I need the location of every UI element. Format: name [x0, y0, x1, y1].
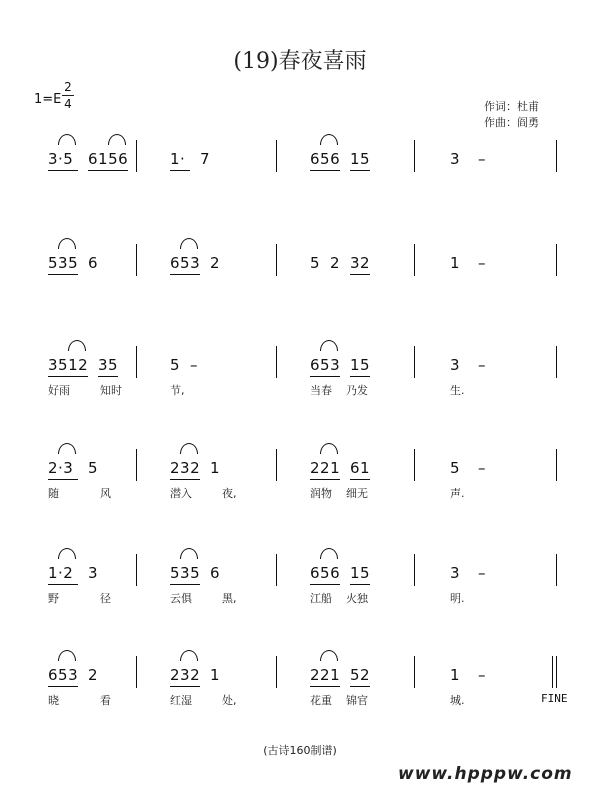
slur-mark [320, 340, 338, 351]
note-group: 15 [350, 150, 371, 168]
lyric-text: 火独 [346, 592, 368, 605]
lyric-text: 当春 [310, 384, 332, 397]
note-group: 3 [88, 564, 99, 582]
bar-line [556, 554, 557, 586]
bar-line [414, 140, 415, 172]
slur-mark [58, 548, 76, 559]
slur-mark [58, 650, 76, 661]
underline-beam [350, 686, 370, 687]
bar-line [136, 346, 137, 378]
note-group: 1 [450, 254, 461, 272]
lyric-text: 明. [450, 592, 465, 605]
note-group: 6 [88, 254, 99, 272]
lyric-text: 处, [222, 694, 237, 707]
underline-beam [170, 170, 190, 171]
slur-mark [58, 443, 76, 454]
slur-mark [68, 340, 86, 351]
underline-beam [310, 584, 340, 585]
lyric-text: 知时 [100, 384, 122, 397]
bar-line [556, 346, 557, 378]
slur-mark [180, 443, 198, 454]
lyric-text: 云俱 [170, 592, 192, 605]
note-group: 653 [48, 666, 79, 684]
note-group: 1 [210, 666, 221, 684]
note-group: 3512 [48, 356, 89, 374]
slur-mark [108, 134, 126, 145]
bar-line [556, 244, 557, 276]
bar-line [414, 244, 415, 276]
slur-mark [58, 134, 76, 145]
note-group: 52 [350, 666, 371, 684]
underline-beam [310, 170, 340, 171]
underline-beam [98, 376, 118, 377]
note-group: 232 [170, 666, 201, 684]
bar-line [276, 140, 277, 172]
key-signature: 1=E [34, 92, 62, 107]
time-signature [62, 80, 74, 111]
note-group: 221 [310, 666, 341, 684]
lyric-text: 晓 [48, 694, 59, 707]
bar-line [556, 140, 557, 172]
note-group: 2 [210, 254, 221, 272]
bar-line [414, 449, 415, 481]
note-group: 3 [450, 150, 461, 168]
bar-line [136, 140, 137, 172]
score-system [0, 656, 600, 736]
note-group: 2·3 [48, 459, 74, 477]
bar-line [276, 554, 277, 586]
note-group: 653 [310, 356, 341, 374]
time-sig-top: 2 [64, 80, 72, 94]
underline-beam [88, 170, 128, 171]
slur-mark [180, 650, 198, 661]
underline-beam [170, 479, 200, 480]
note-group: 5 [170, 356, 181, 374]
lyric-text: 潜入 [170, 487, 192, 500]
note-group: 6 [210, 564, 221, 582]
slur-mark [320, 650, 338, 661]
note-group: 221 [310, 459, 341, 477]
note-group: 7 [200, 150, 211, 168]
bar-line [276, 449, 277, 481]
note-group: 3·5 [48, 150, 74, 168]
note-group: 656 [310, 564, 341, 582]
underline-beam [48, 584, 78, 585]
underline-beam [48, 686, 78, 687]
note-group: 5 [88, 459, 99, 477]
score-system [0, 554, 600, 634]
lyric-text: 随 [48, 487, 59, 500]
lyric-text: 润物 [310, 487, 332, 500]
bar-line [136, 656, 137, 688]
slur-mark [180, 238, 198, 249]
slur-mark [58, 238, 76, 249]
note-group: 1·2 [48, 564, 74, 582]
lyric-text: 江船 [310, 592, 332, 605]
bar-line [136, 449, 137, 481]
lyric-text: 细无 [346, 487, 368, 500]
lyric-text: 生. [450, 384, 465, 397]
bar-line [136, 554, 137, 586]
note-group: – [478, 666, 486, 684]
note-group: 35 [98, 356, 119, 374]
underline-beam [48, 479, 78, 480]
underline-beam [48, 274, 78, 275]
note-group: 3 [450, 564, 461, 582]
bar-line [276, 656, 277, 688]
underline-beam [48, 170, 78, 171]
note-group: 1 [210, 459, 221, 477]
underline-beam [350, 274, 370, 275]
score-system [0, 346, 600, 426]
lyric-text: 节, [170, 384, 185, 397]
note-group: 2 [330, 254, 341, 272]
note-group: 5 [310, 254, 321, 272]
composer-credit: 作曲：阎勇 [484, 116, 539, 129]
bar-line [276, 244, 277, 276]
note-group: – [478, 564, 486, 582]
note-group: – [478, 254, 486, 272]
note-group: 1 [450, 666, 461, 684]
note-group: – [478, 356, 486, 374]
lyric-text: 黑, [222, 592, 237, 605]
underline-beam [310, 686, 340, 687]
lyric-text: 声. [450, 487, 465, 500]
underline-beam [350, 170, 370, 171]
bar-line [414, 554, 415, 586]
note-group: 656 [310, 150, 341, 168]
note-group: 2 [88, 666, 99, 684]
note-group: 653 [170, 254, 201, 272]
note-group: 232 [170, 459, 201, 477]
note-group: 15 [350, 356, 371, 374]
watermark: www.hpppw.com [398, 764, 573, 784]
underline-beam [310, 479, 340, 480]
bar-line [276, 346, 277, 378]
note-group: 3 [450, 356, 461, 374]
note-group: 535 [170, 564, 201, 582]
lyric-text: 好雨 [48, 384, 70, 397]
score-system [0, 449, 600, 529]
slur-mark [180, 548, 198, 559]
bar-line [556, 449, 557, 481]
note-group: 15 [350, 564, 371, 582]
time-sig-bottom: 4 [64, 97, 72, 111]
note-group: 5 [450, 459, 461, 477]
lyric-text: 夜, [222, 487, 237, 500]
lyric-text: 看 [100, 694, 111, 707]
note-group: – [478, 150, 486, 168]
underline-beam [350, 584, 370, 585]
underline-beam [170, 584, 200, 585]
lyric-text: 风 [100, 487, 111, 500]
underline-beam [170, 686, 200, 687]
footer-note: (古诗160制谱) [263, 744, 337, 757]
note-group: 535 [48, 254, 79, 272]
bar-line [414, 346, 415, 378]
note-group: 6156 [88, 150, 129, 168]
bar-line [556, 656, 557, 688]
underline-beam [170, 274, 200, 275]
underline-beam [48, 376, 88, 377]
note-group: – [190, 356, 198, 374]
note-group: 61 [350, 459, 371, 477]
slur-mark [320, 548, 338, 559]
score-title: (19)春夜喜雨 [233, 49, 367, 74]
bar-line [136, 244, 137, 276]
final-bar-line [552, 656, 553, 688]
lyric-text: 野 [48, 592, 59, 605]
lyric-text: 红湿 [170, 694, 192, 707]
lyric-text: 花重 [310, 694, 332, 707]
underline-beam [350, 479, 370, 480]
slur-mark [320, 134, 338, 145]
note-group: 1· [170, 150, 186, 168]
fine-mark: FINE [541, 692, 568, 705]
note-group: – [478, 459, 486, 477]
lyric-text: 锦官 [346, 694, 368, 707]
underline-beam [350, 376, 370, 377]
slur-mark [320, 443, 338, 454]
lyricist-credit: 作词：杜甫 [484, 100, 539, 113]
underline-beam [310, 376, 340, 377]
note-group: 32 [350, 254, 371, 272]
score-system [0, 244, 600, 324]
bar-line [414, 656, 415, 688]
lyric-text: 径 [100, 592, 111, 605]
score-system [0, 140, 600, 220]
lyric-text: 乃发 [346, 384, 368, 397]
lyric-text: 城. [450, 694, 465, 707]
